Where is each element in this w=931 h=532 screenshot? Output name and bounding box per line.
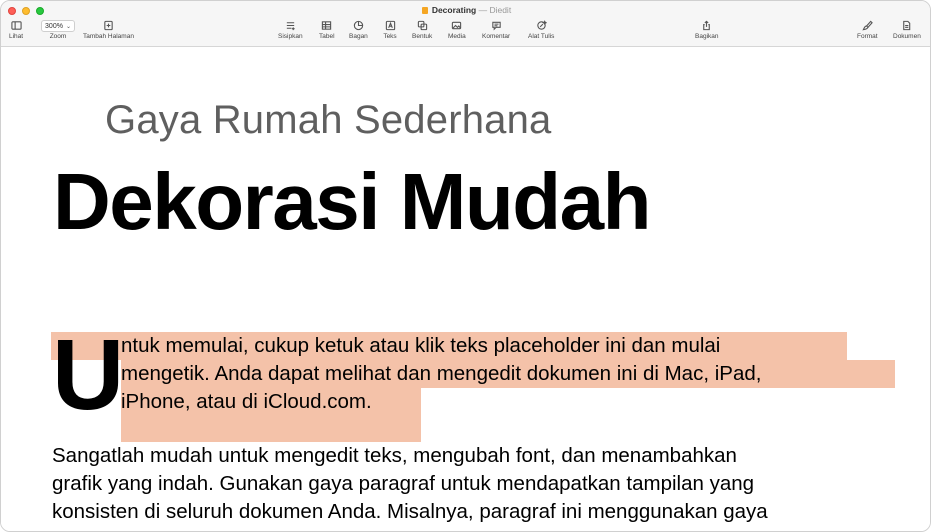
comment-button[interactable] [482,18,510,40]
comment-label: Komentar [482,33,511,40]
chart-button[interactable] [349,18,368,40]
shape-button[interactable] [412,18,432,40]
document-subtitle[interactable]: Gaya Rumah Sederhana [105,98,552,142]
table-label: Tabel [319,33,335,40]
zoom-value: 300% [45,22,63,30]
table-button[interactable] [319,18,335,40]
body-text-line[interactable]: mengetik. Anda dapat melihat dan mengedit dokumen ini di Mac, iPad, [121,362,762,385]
body-text-line[interactable]: ntuk memulai, cukup ketuk atau klik teks placeholder ini dan mulai [121,334,721,357]
photo-icon [450,18,464,32]
media-label: Media [448,33,466,40]
chart-label: Bagan [349,33,368,40]
document-icon [422,7,428,14]
insert-label: Sisipkan [278,33,303,40]
document-label: Dokumen [893,33,921,40]
title-separator: — [476,5,490,15]
body-text-line[interactable]: Sangatlah mudah untuk mengedit teks, mengubah font, dan menambahkan [52,444,737,467]
body-text-line[interactable]: iPhone, atau di iCloud.com. [121,390,372,413]
format-button[interactable] [857,18,878,40]
comment-icon [489,18,503,32]
paintbrush-icon [860,18,874,32]
add-page-label: Tambah Halaman [83,33,134,40]
add-page-button[interactable] [83,18,134,40]
body-text-line[interactable]: grafik yang indah. Gunakan gaya paragraf untuk mendapatkan tampilan yang [52,472,755,495]
media-button[interactable] [448,18,466,40]
document-name: Decorating [431,5,477,15]
toolbar [1,1,931,47]
window-title [1,5,931,15]
writing-tools-button[interactable] [528,18,554,40]
shape-label: Bentuk [412,33,433,40]
table-icon [320,18,334,32]
document-canvas[interactable] [1,48,931,532]
zoom-label: Zoom [49,33,67,40]
text-box-icon [383,18,397,32]
drop-cap[interactable]: U [52,319,125,431]
view-label: Lihat [9,33,24,40]
share-button[interactable] [695,18,719,40]
format-label: Format [857,33,878,40]
zoom-control[interactable] [41,19,75,40]
zoom-select[interactable] [41,20,75,32]
share-label: Bagikan [695,33,719,40]
insert-button[interactable] [278,18,303,40]
text-button[interactable] [383,18,397,40]
document-button[interactable] [893,18,921,40]
shape-icon [415,18,429,32]
body-text-line[interactable]: konsisten di seluruh dokumen Anda. Misalnya, paragraf ini menggunakan gaya [52,500,768,523]
document-icon [900,18,914,32]
share-icon [700,18,714,32]
writing-tools-icon [534,18,548,32]
sidebar-icon [9,18,23,32]
add-page-icon [101,18,115,32]
view-button[interactable] [9,18,23,40]
insert-icon [283,18,297,32]
document-headline[interactable]: Dekorasi Mudah [53,157,650,246]
writing-tools-label: Alat Tulis [528,33,555,40]
chevron-down-icon: ⌄ [65,23,71,30]
chart-icon [351,18,365,32]
edited-status: Diedit [489,5,512,15]
text-label: Teks [383,33,397,40]
